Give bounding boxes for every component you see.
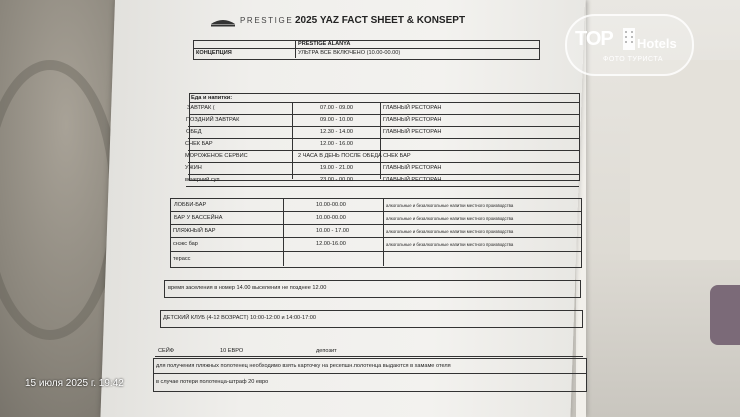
tophotels-watermark xyxy=(565,14,690,74)
prestige-logo-icon xyxy=(210,15,236,29)
wall-shelf xyxy=(630,60,740,260)
meal-name: вечерний суп xyxy=(185,177,220,183)
hotel-name: PRESTIGE ALANYA xyxy=(298,41,351,47)
row-divider xyxy=(170,237,581,238)
bar-time: 12.00-16.00 xyxy=(316,241,346,247)
meal-place: ГЛАВНЫЙ РЕСТОРАН xyxy=(383,117,442,123)
meal-place: ГЛАВНЫЙ РЕСТОРАН xyxy=(383,129,442,135)
meal-time: 19.00 - 21.00 xyxy=(320,165,353,171)
towels-text-1: для получения пляжных полотенец необходимо взять карточку на ресепшн.полотенца выдаются в хамаме отеля xyxy=(156,363,451,369)
safe-price: 10 ЕВРО xyxy=(220,348,244,354)
watermark-subtitle: ФОТО ТУРИСТА xyxy=(603,56,664,63)
row-divider xyxy=(188,174,579,175)
row-divider xyxy=(188,138,579,139)
meal-name: УЖИН xyxy=(185,165,202,171)
meal-name: ЗАВТРАК ( xyxy=(187,105,215,111)
meal-time: 07.00 - 09.00 xyxy=(320,105,353,111)
bar-time: 10.00 - 17.00 xyxy=(316,228,349,234)
meal-place: СНЕК БАР xyxy=(383,153,411,159)
concept-value: УЛЬТРА ВСЕ ВКЛЮЧЕНО (10.00-00.00) xyxy=(298,50,401,56)
row-divider xyxy=(189,114,579,115)
divider xyxy=(283,198,284,266)
watermark-hotels: Hotels xyxy=(637,36,677,51)
divider xyxy=(193,48,539,49)
row-divider xyxy=(153,373,586,374)
kids-club-text: ДЕТСКИЙ КЛУБ (4-12 ВОЗРАСТ) 10:00-12:00 и 14:00-17:00 xyxy=(163,315,317,321)
row-divider xyxy=(155,356,583,357)
row-divider xyxy=(188,162,579,163)
bar-time: 10.00-00.00 xyxy=(316,215,346,221)
blanket-weave xyxy=(0,60,120,340)
meal-time: 12.00 - 16.00 xyxy=(320,141,353,147)
bar-name: терасс xyxy=(173,256,191,262)
bar-name: снэкс бар xyxy=(173,241,198,247)
purple-object xyxy=(710,285,740,345)
meal-time: 2 ЧАСА В ДЕНЬ ПОСЛЕ ОБЕДА xyxy=(298,153,382,159)
bars-box xyxy=(170,198,582,268)
bar-note: алкогольные и безалкогольные напитки местного производства xyxy=(386,242,514,247)
bar-time: 10.00-00.00 xyxy=(316,202,346,208)
bar-note: алкогольные и безалкогольные напитки местного производства xyxy=(386,203,514,208)
row-divider xyxy=(170,224,581,225)
building-icon xyxy=(621,26,637,50)
meal-place: ГЛАВНЫЙ РЕСТОРАН xyxy=(383,105,442,111)
concept-label: КОНЦЕПЦИЯ xyxy=(196,50,232,56)
bar-name: БАР У БАССЕЙНА xyxy=(174,215,223,221)
meal-place: ГЛАВНЫЙ РЕСТОРАН xyxy=(383,177,442,183)
bar-name: ЛОББИ-БАР xyxy=(174,202,207,208)
safe-label: СЕЙФ xyxy=(158,348,175,354)
row-divider xyxy=(188,126,579,127)
sheet-header xyxy=(210,12,580,32)
photo-timestamp: 15 июля 2025 г. 19:42 xyxy=(25,378,124,389)
towels-text-2: в случае потери полотенца-штраф 20 евро xyxy=(156,379,269,385)
row-divider xyxy=(188,150,579,151)
row-divider xyxy=(186,186,579,187)
row-divider xyxy=(170,211,581,212)
watermark-top: TOP xyxy=(575,28,613,50)
bar-note: алкогольные и безалкогольные напитки местного производства xyxy=(386,229,514,234)
section-food-label: Еда и напитки: xyxy=(191,95,233,101)
meal-time: 12.30 - 14.00 xyxy=(320,129,353,135)
meal-time: 23.00 - 00.00 xyxy=(320,177,353,183)
meal-name: МОРОЖЕНОЕ СЕРВИС xyxy=(185,153,248,159)
checkin-text: время заселения в номер 14.00 выселения не позднее 12.00 xyxy=(168,285,327,291)
brand-name: PRESTIGE xyxy=(240,16,294,25)
meal-time: 09.00 - 10.00 xyxy=(320,117,353,123)
divider xyxy=(189,102,579,103)
divider xyxy=(383,198,384,266)
divider xyxy=(295,40,296,58)
meal-place: ГЛАВНЫЙ РЕСТОРАН xyxy=(383,165,442,171)
bar-name: ПЛЯЖНЫЙ БАР xyxy=(173,228,216,234)
meal-name: ОБЕД xyxy=(186,129,202,135)
bar-note: алкогольные и безалкогольные напитки местного производства xyxy=(386,216,514,221)
meal-name: СНЕК БАР xyxy=(185,141,213,147)
page-title: 2025 YAZ FACT SHEET & KONSEPT xyxy=(295,15,466,26)
safe-deposit: депозит xyxy=(316,348,337,354)
meal-name: ПОЗДНИЙ ЗАВТРАК xyxy=(186,117,240,123)
row-divider xyxy=(170,251,581,252)
